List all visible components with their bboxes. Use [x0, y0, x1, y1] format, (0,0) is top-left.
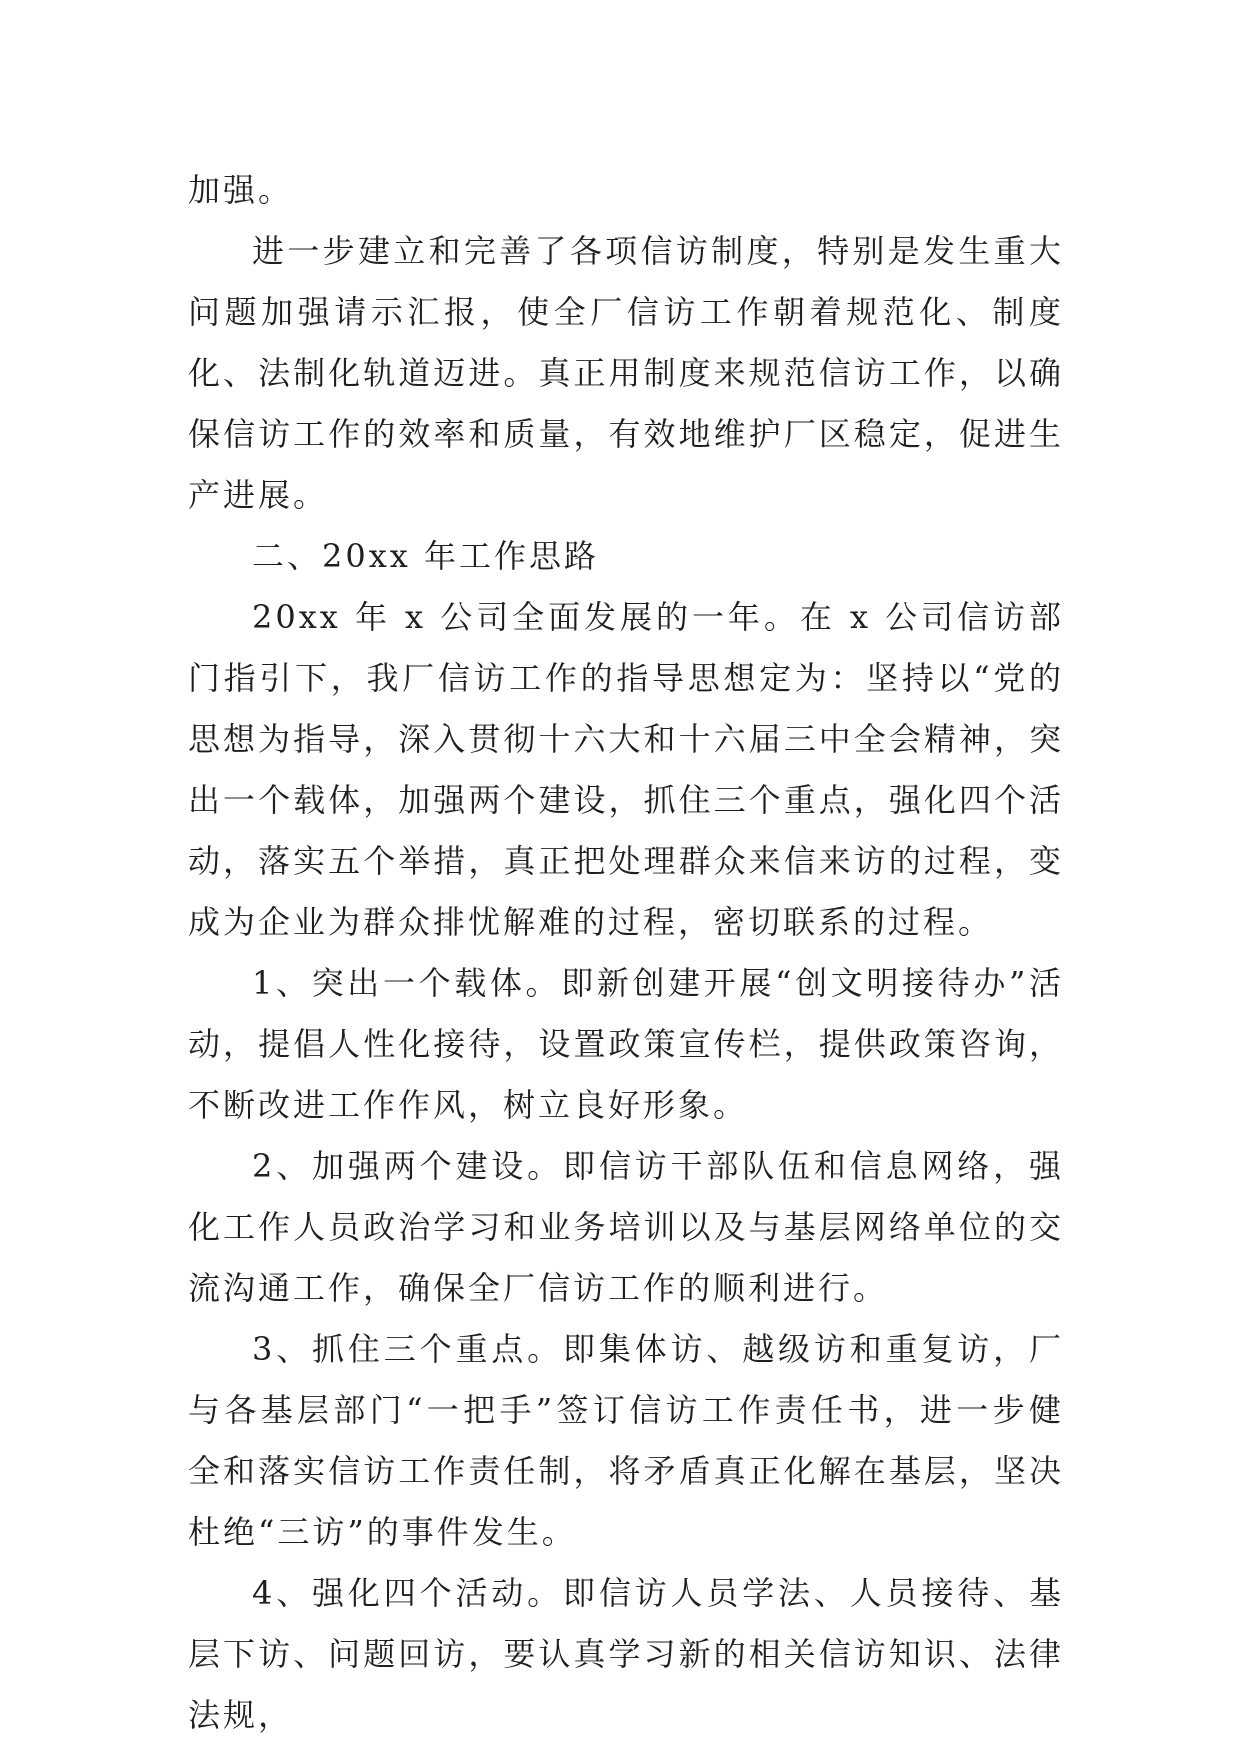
paragraph-continuation: 加强。: [188, 171, 294, 209]
paragraph-guiding-thought: 20xx 年 x 公司全面发展的一年。在 x 公司信访部门指引下，我厂信访工作的指导思想定为：坚持以“党的思想为指导，深入贯彻十六大和十六届三中全会精神，突出一个载体，加强两个建设，抓住三个重点，强化四个活动，落实五个举措，真正把处理群众来信来访的过程，变成为企业为群众排忧解难的过程，密切联系的过程。: [188, 598, 1064, 941]
section-heading-work-plan: 二、20xx 年工作思路: [252, 537, 599, 575]
paragraph-item-2: 2、加强两个建设。即信访干部队伍和信息网络，强化工作人员政治学习和业务培训以及与基层网络单位的交流沟通工作，确保全厂信访工作的顺利进行。: [188, 1147, 1064, 1307]
document-body: [188, 160, 1064, 1746]
paragraph-item-4: 4、强化四个活动。即信访人员学法、人员接待、基层下访、问题回访，要认真学习新的相关信访知识、法律法规，: [188, 1574, 1064, 1734]
paragraph-item-3: 3、抓住三个重点。即集体访、越级访和重复访，厂与各基层部门“一把手”签订信访工作责任书，进一步健全和落实信访工作责任制，将矛盾真正化解在基层，坚决杜绝“三访”的事件发生。: [188, 1330, 1064, 1551]
paragraph-item-1: 1、突出一个载体。即新创建开展“创文明接待办”活动，提倡人性化接待，设置政策宣传栏，提供政策咨询，不断改进工作作风，树立良好形象。: [188, 964, 1064, 1124]
paragraph-system-improvement: 进一步建立和完善了各项信访制度，特别是发生重大问题加强请示汇报，使全厂信访工作朝着规范化、制度化、法制化轨道迈进。真正用制度来规范信访工作，以确保信访工作的效率和质量，有效地维护厂区稳定，促进生产进展。: [188, 232, 1064, 514]
